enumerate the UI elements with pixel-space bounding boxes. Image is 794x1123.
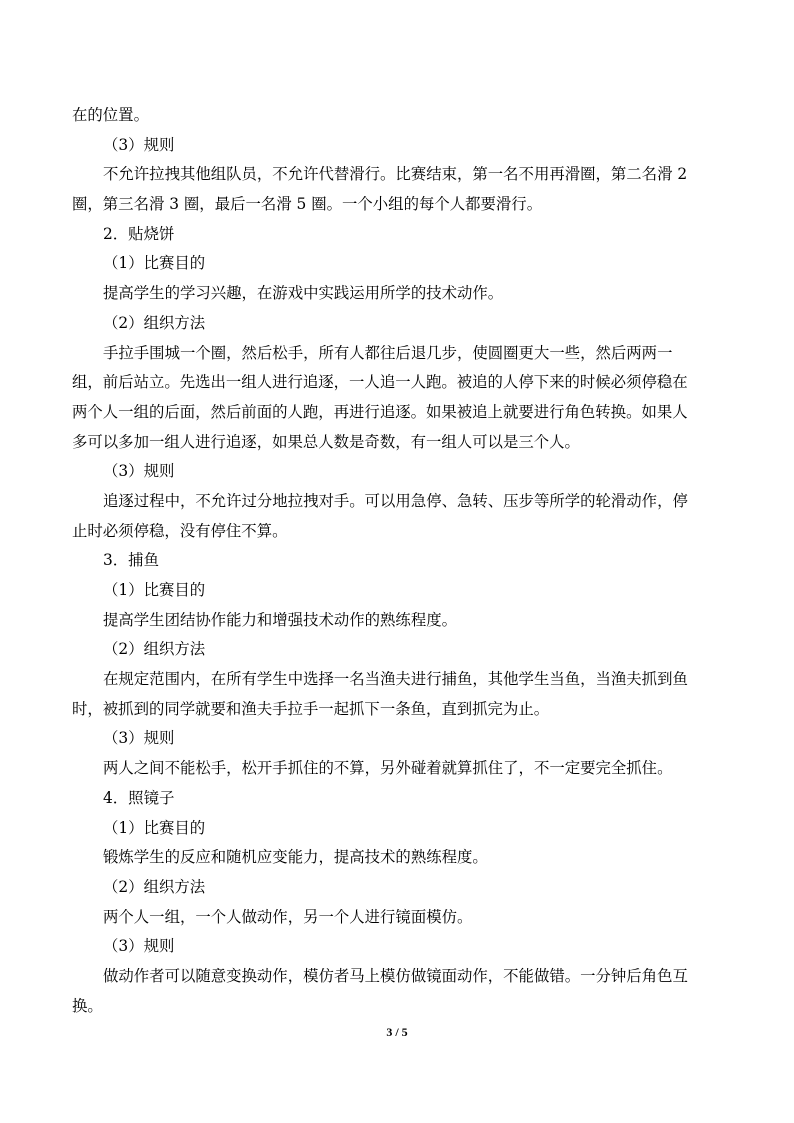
text-line: 提高学生的学习兴趣，在游戏中实践运用所学的技术动作。	[103, 284, 504, 303]
text-line: 在规定范围内，在所有学生中选择一名当渔夫进行捕鱼，其他学生当鱼，当渔夫抓到鱼	[103, 670, 688, 689]
text-line: 组，前后站立。先选出一组人进行追逐，一人追一人跑。被追的人停下来的时候必须停稳在	[72, 373, 688, 392]
text-line: 追逐过程中，不允许过分地拉拽对手。可以用急停、急转、压步等所学的轮滑动作，停	[103, 491, 688, 510]
text-line: 4．照镜子	[103, 788, 175, 807]
page-number: 3 / 5	[386, 1025, 408, 1039]
text-line: 做动作者可以随意变换动作，模仿者马上模仿做镜面动作，不能做错。一分钟后角色互	[103, 966, 688, 985]
text-line: （2）组织方法	[103, 640, 206, 659]
text-line: 圈，第三名滑 3 圈，最后一名滑 5 圈。一个小组的每个人都要滑行。	[72, 195, 543, 214]
text-line: （3）规则	[103, 729, 175, 748]
text-line: （3）规则	[103, 135, 175, 154]
text-line: 换。	[72, 996, 103, 1015]
text-line: 两个人一组的后面，然后前面的人跑，再进行追逐。如果被追上就要进行角色转换。如果人	[72, 402, 688, 421]
text-line: （3）规则	[103, 937, 175, 956]
text-line: 不允许拉拽其他组队员，不允许代替滑行。比赛结束，第一名不用再滑圈，第二名滑 2	[103, 165, 688, 184]
text-line: 3．捕鱼	[103, 551, 159, 570]
text-line: 止时必须停稳，没有停住不算。	[72, 521, 288, 540]
text-line: 两人之间不能松手，松开手抓住的不算，另外碰着就算抓住了，不一定要完全抓住。	[103, 759, 673, 778]
text-line: 在的位置。	[72, 106, 149, 124]
text-line: 2．贴烧饼	[103, 224, 175, 243]
text-line: 手拉手围城一个圈，然后松手，所有人都往后退几步，使圆圈更大一些，然后两两一	[103, 343, 673, 362]
text-line: 时，被抓到的同学就要和渔夫手拉手一起抓下一条鱼，直到抓完为止。	[72, 699, 550, 718]
document-body	[72, 101, 722, 1021]
text-line: （2）组织方法	[103, 313, 206, 332]
text-line: 锻炼学生的反应和随机应变能力，提高技术的熟练程度。	[103, 848, 488, 867]
text-line: （1）比赛目的	[103, 581, 206, 599]
text-line: （2）组织方法	[103, 877, 206, 896]
text-line: 两个人一组，一个人做动作，另一个人进行镜面模仿。	[103, 907, 473, 926]
text-line: （1）比赛目的	[103, 254, 206, 273]
text-line: （3）规则	[103, 462, 175, 481]
text-line: 多可以多加一组人进行追逐，如果总人数是奇数，有一组人可以是三个人。	[72, 432, 580, 451]
text-line: 提高学生团结协作能力和增强技术动作的熟练程度。	[103, 610, 457, 629]
text-line: （1）比赛目的	[103, 818, 206, 837]
